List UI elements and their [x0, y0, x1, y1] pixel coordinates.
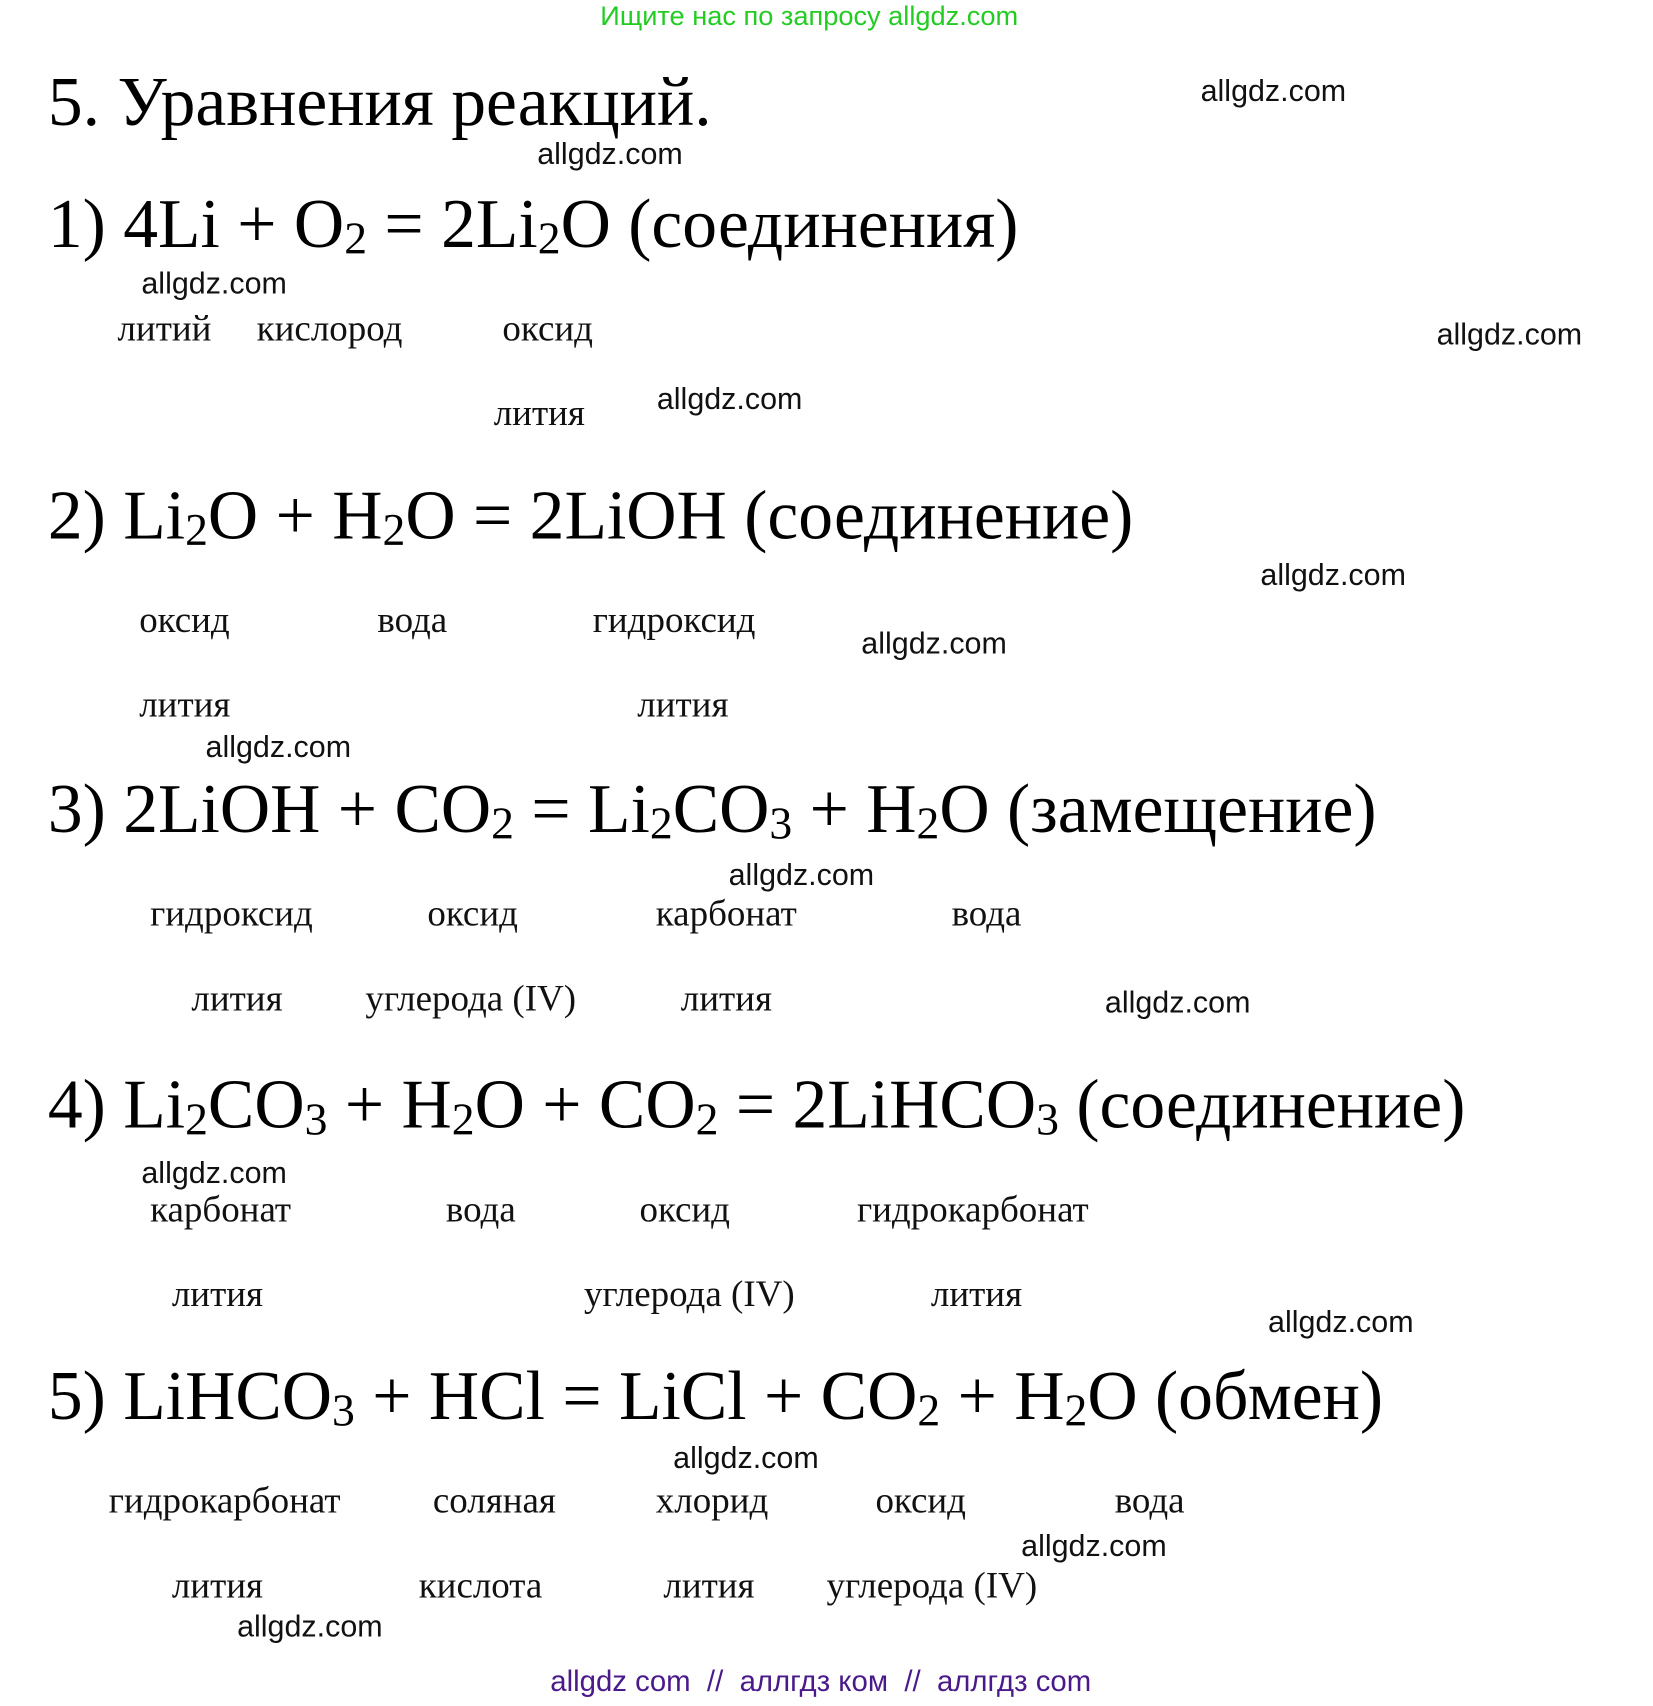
- equation-3: [47, 769, 1377, 850]
- subscript: 3: [304, 1095, 328, 1146]
- subscript: 2: [451, 1095, 475, 1146]
- equation-text: O (замещение): [939, 769, 1377, 848]
- substance-label: лития: [680, 978, 772, 1019]
- footer-watermark: allgdz com // аллгдз ком // аллгдз com: [550, 1664, 1092, 1698]
- substance-label: оксид: [502, 308, 593, 350]
- substance-label: лития: [171, 1566, 264, 1607]
- equation-text: 1) 4Li + O: [47, 184, 345, 263]
- page-title: 5. Уравнения реакций.: [47, 63, 712, 141]
- equation-text: O + H: [207, 476, 383, 554]
- equation-1: [47, 184, 1019, 265]
- substance-label: лития: [493, 393, 585, 434]
- equation-text: 3) 2LiOH + CO: [47, 769, 492, 848]
- watermark: allgdz.com: [141, 266, 287, 301]
- subscript: 2: [491, 799, 514, 850]
- substance-label: литий: [117, 308, 212, 350]
- subscript: 2: [185, 505, 208, 556]
- substance-label: гидрокарбонат: [856, 1189, 1089, 1230]
- watermark: allgdz.com: [1268, 1305, 1414, 1339]
- substance-label: углерода (IV): [826, 1566, 1038, 1607]
- substance-label: хлорид: [655, 1481, 769, 1522]
- substance-label: лития: [171, 1274, 264, 1315]
- substance-label: кислота: [418, 1566, 543, 1607]
- equation-text: 5) LiHCO: [47, 1357, 333, 1435]
- substance-label: карбонат: [655, 893, 797, 935]
- substance-label: соляная: [432, 1481, 556, 1522]
- watermark: allgdz.com: [1436, 317, 1583, 352]
- subscript: 2: [537, 214, 561, 265]
- equation-text: O = 2LiOH (соединение): [405, 476, 1134, 554]
- equation-4: [47, 1065, 1466, 1146]
- watermark: allgdz.com: [673, 1440, 819, 1475]
- substance-label: оксид: [427, 893, 518, 935]
- watermark: allgdz.com: [1021, 1529, 1167, 1563]
- watermark: allgdz.com: [1200, 73, 1347, 108]
- subscript: 2: [344, 214, 368, 265]
- substance-label: лития: [663, 1566, 755, 1607]
- equation-text: O (соединения): [560, 184, 1019, 263]
- substance-label: вода: [951, 893, 1022, 935]
- substance-label: лития: [930, 1274, 1023, 1315]
- substance-label: углерода (IV): [365, 978, 577, 1019]
- substance-label: вода: [377, 600, 448, 641]
- subscript: 2: [916, 799, 940, 850]
- substance-label: карбонат: [150, 1189, 292, 1230]
- subscript: 2: [695, 1095, 719, 1146]
- equation-text: + H: [940, 1357, 1065, 1435]
- substance-label: гидроксид: [592, 600, 756, 641]
- equation-2: [47, 476, 1134, 556]
- substance-label: гидрокарбонат: [108, 1481, 341, 1522]
- equation-text: = Li: [513, 769, 650, 848]
- substance-label: гидроксид: [150, 893, 313, 935]
- equation-5: [47, 1357, 1384, 1437]
- equation-text: = 2Li: [367, 184, 538, 263]
- equation-text: = 2LiHCO: [718, 1065, 1037, 1143]
- watermark: allgdz.com: [537, 137, 683, 171]
- subscript: 2: [1064, 1386, 1088, 1437]
- equation-text: 2) Li: [47, 476, 186, 554]
- watermark: allgdz.com: [861, 626, 1007, 661]
- equation-text: CO: [672, 769, 770, 848]
- equation-text: + H: [792, 769, 917, 848]
- watermark: allgdz.com: [237, 1609, 383, 1644]
- subscript: 2: [649, 799, 673, 850]
- substance-label: оксид: [875, 1481, 966, 1522]
- equation-text: O + CO: [474, 1065, 696, 1143]
- search-hint: Ищите нас по запросу allgdz.com: [600, 1, 1019, 32]
- equation-text: CO: [207, 1065, 305, 1143]
- substance-label: лития: [191, 978, 283, 1019]
- subscript: 2: [185, 1095, 208, 1146]
- equation-text: + H: [327, 1065, 452, 1143]
- substance-label: лития: [139, 685, 231, 726]
- watermark: allgdz.com: [1260, 557, 1406, 592]
- subscript: 3: [769, 799, 793, 850]
- subscript: 3: [1036, 1095, 1059, 1146]
- subscript: 2: [382, 505, 406, 556]
- substance-label: оксид: [639, 1189, 731, 1230]
- equation-text: + HCl = LiCl + CO: [354, 1357, 918, 1435]
- watermark: allgdz.com: [728, 858, 875, 892]
- equation-text: O (обмен): [1087, 1357, 1384, 1435]
- substance-label: оксид: [139, 600, 230, 641]
- watermark: allgdz.com: [656, 381, 803, 416]
- watermark: allgdz.com: [1104, 985, 1251, 1019]
- watermark: allgdz.com: [205, 729, 352, 764]
- substance-label: углерода (IV): [583, 1274, 795, 1315]
- substance-label: вода: [445, 1189, 516, 1230]
- equation-text: (соединение): [1058, 1065, 1466, 1143]
- substance-label: кислород: [256, 308, 403, 350]
- equation-text: 4) Li: [47, 1065, 186, 1143]
- substance-label: вода: [1114, 1481, 1185, 1522]
- watermark: allgdz.com: [141, 1156, 287, 1190]
- subscript: 2: [917, 1386, 941, 1437]
- substance-label: лития: [637, 685, 729, 726]
- subscript: 3: [332, 1386, 355, 1437]
